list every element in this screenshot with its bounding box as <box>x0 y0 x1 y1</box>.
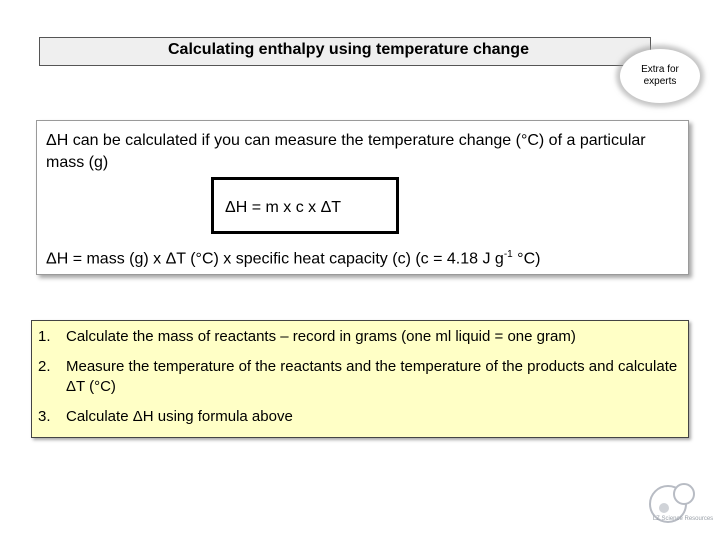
step-text: Calculate the mass of reactants – record in grams (one ml liquid = one gram) <box>66 328 576 345</box>
step-number: 2. <box>38 358 51 375</box>
step-text: Measure the temperature of the reactants and the temperature of the products and calculate ΔT (°C) <box>66 358 678 395</box>
step-number: 3. <box>38 408 51 425</box>
logo-caption: LZ Science Resources <box>652 516 714 522</box>
list-item <box>38 357 678 397</box>
extra-for-experts-badge <box>620 49 700 103</box>
explanation-superscript: -1 <box>503 249 513 260</box>
step-text: Calculate ΔH using formula above <box>66 408 293 425</box>
steps-list <box>38 327 678 437</box>
steps-box <box>31 320 689 438</box>
step-number: 1. <box>38 328 51 345</box>
explanation-end: °C) <box>512 250 541 268</box>
formula-explanation <box>46 249 540 268</box>
intro-text: ΔH can be calculated if you can measure the temperature change (°C) of a particular mass (g) <box>46 132 646 171</box>
explanation-main: ΔH = mass (g) x ΔT (°C) x specific heat capacity (c) (c = 4.18 J g <box>46 250 504 268</box>
list-item <box>38 327 678 347</box>
title-bar <box>39 37 651 66</box>
badge-label: Extra for experts <box>641 64 679 87</box>
formula-text: ΔH = m x c x ΔT <box>225 199 342 216</box>
page-title: Calculating enthalpy using temperature change <box>168 41 529 58</box>
formula-box <box>211 177 399 234</box>
list-item <box>38 407 678 427</box>
lz-science-logo-icon <box>646 476 716 536</box>
enthalpy-info-box <box>36 120 689 275</box>
